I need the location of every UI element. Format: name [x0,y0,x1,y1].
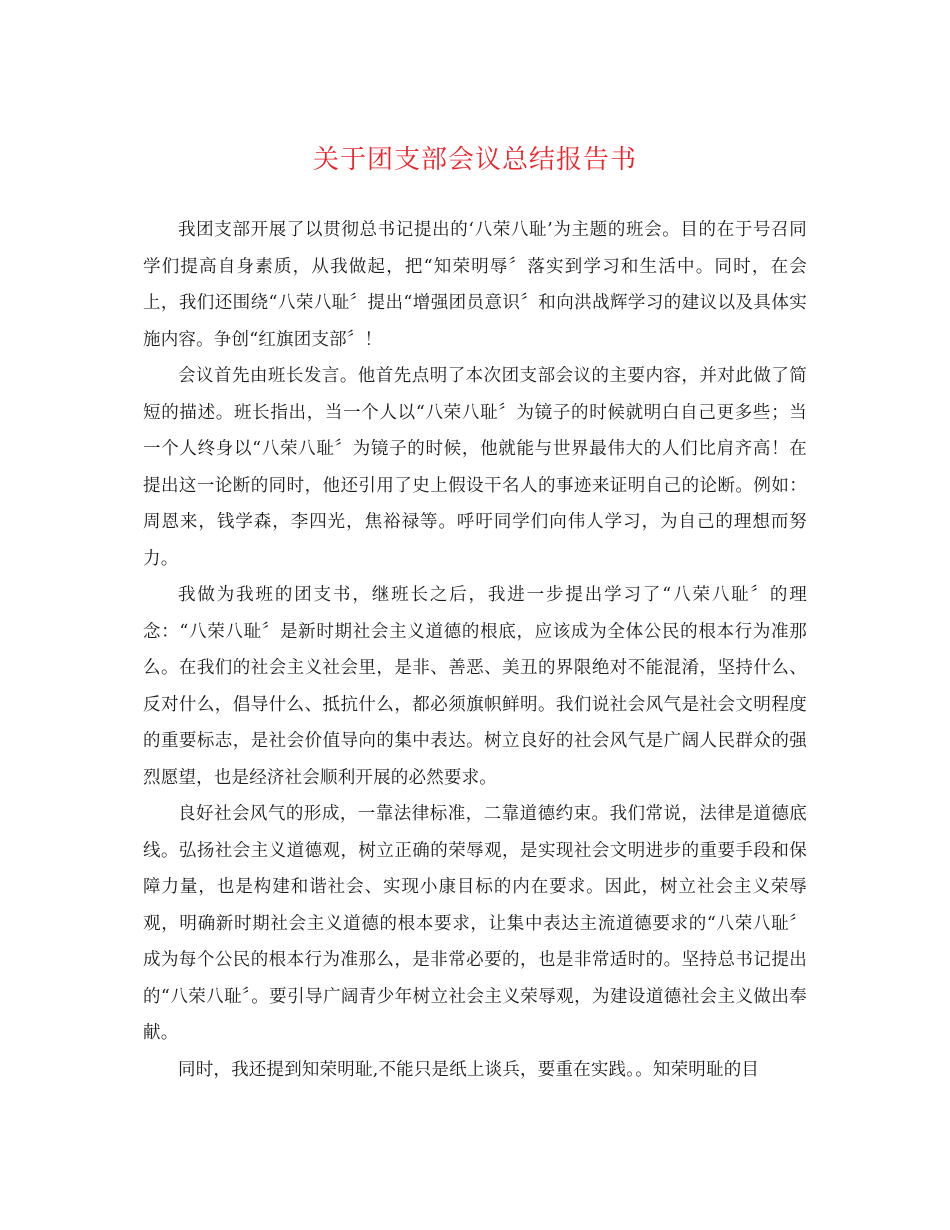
document-title: 关于团支部会议总结报告书 [312,145,637,175]
document-body [143,212,807,1088]
paragraph: 我团支部开展了以贯彻总书记提出的‘八荣八耻’为主题的班会。目的在于号召同学们提高自身素质，从我做起，把“知荣明辱〞落实到学习和生活中。同时，在会上，我们还围绕“八荣八耻〞提出“增强团员意识〞和向洪战辉学习的建议以及具体实施内容。争创“红旗团支部〞！ [143,220,807,350]
paragraph: 会议首先由班长发言。他首先点明了本次团支部会议的主要内容，并对此做了简短的描述。班长指出，当一个人以“八荣八耻〞为镜子的时候就明白自己更多些；当一个人终身以“八荣八耻〞为镜子的时候，他就能与世界最伟大的人们比肩齐高！在提出这一论断的同时，他还引用了史上假设干名人的事迹来证明自己的论断。例如：周恩来，钱学森，李四光，焦裕禄等。呼吁同学们向伟人学习，为自己的理想而努力。 [143,366,807,569]
paragraph: 同时，我还提到知荣明耻,不能只是纸上谈兵，要重在实践。。知荣明耻的目 [178,1059,760,1080]
paragraph: 良好社会风气的形成，一靠法律标准，二靠道德约束。我们常说，法律是道德底线。弘扬社会主义道德观，树立正确的荣辱观，是实现社会文明进步的重要手段和保障力量，也是构建和谐社会、实现小康目标的内在要求。因此，树立社会主义荣辱观，明确新时期社会主义道德的根本要求，让集中表达主流道德要求的“八荣八耻〞成为每个公民的根本行为准那么，是非常必要的，也是非常适时的。坚持总书记提出的“八荣八耻〞。要引导广阔青少年树立社会主义荣辱观，为建设道德社会主义做出奉献。 [143,804,807,1043]
paragraph: 我做为我班的团支书，继班长之后，我进一步提出学习了“八荣八耻〞的理念：“八荣八耻〞是新时期社会主义道德的根底，应该成为全体公民的根本行为准那么。在我们的社会主义社会里，是非、善恶、美丑的界限绝对不能混淆，坚持什么、反对什么，倡导什么、抵抗什么，都必须旗帜鲜明。我们说社会风气是社会文明程度的重要标志，是社会价值导向的集中表达。树立良好的社会风气是广阔人民群众的强烈愿望，也是经济社会顺利开展的必然要求。 [143,585,807,788]
